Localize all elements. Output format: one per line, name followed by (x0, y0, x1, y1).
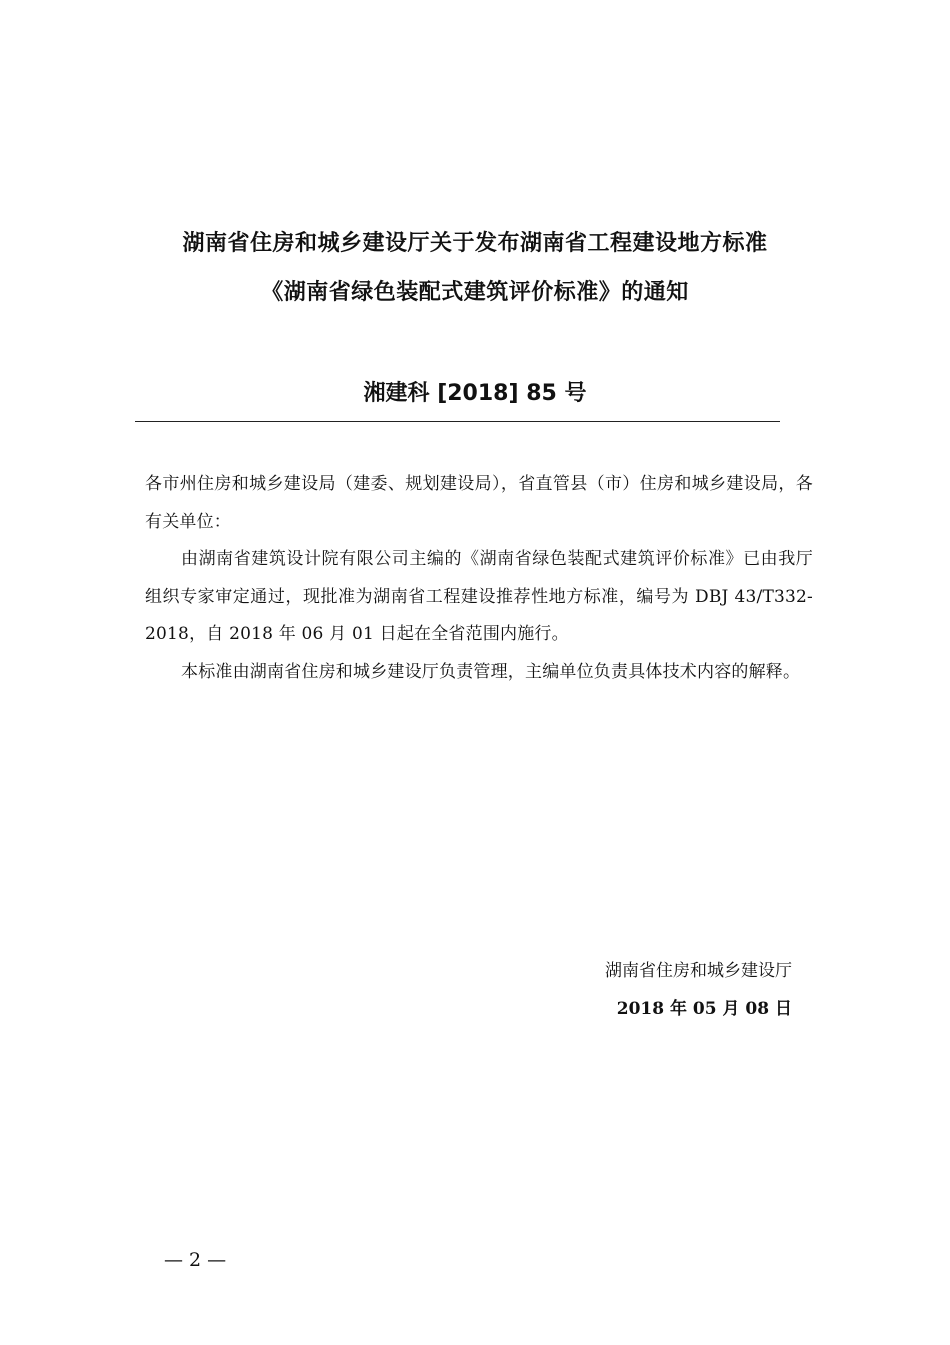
addressee-paragraph: 各市州住房和城乡建设局（建委、规划建设局），省直管县（市）住房和城乡建设局，各有关单位： (145, 474, 813, 532)
issuer-signature: 湖南省住房和城乡建设厅 (605, 961, 792, 981)
title-line-2: 《湖南省绿色装配式建筑评价标准》的通知 (261, 280, 689, 305)
document-number: 湘建科 [2018] 85 号 (363, 381, 587, 406)
title-line-1: 湖南省住房和城乡建设厅关于发布湖南省工程建设地方标准 (182, 231, 768, 256)
notice-body (145, 466, 813, 691)
management-paragraph: 本标准由湖南省住房和城乡建设厅负责管理，主编单位负责具体技术内容的解释。 (181, 661, 801, 682)
approval-paragraph: 由湖南省建筑设计院有限公司主编的《湖南省绿色装配式建筑评价标准》已由我厅组织专家审定通过，现批准为湖南省工程建设推荐性地方标准，编号为 DBJ 43/T332-2018，自 2018 年 06 月 01 日起在全省范围内施行。 (145, 549, 813, 644)
page-number: — 2 — (164, 1249, 227, 1271)
issue-date: 2018 年 05 月 08 日 (616, 999, 792, 1019)
header-divider (135, 421, 780, 422)
